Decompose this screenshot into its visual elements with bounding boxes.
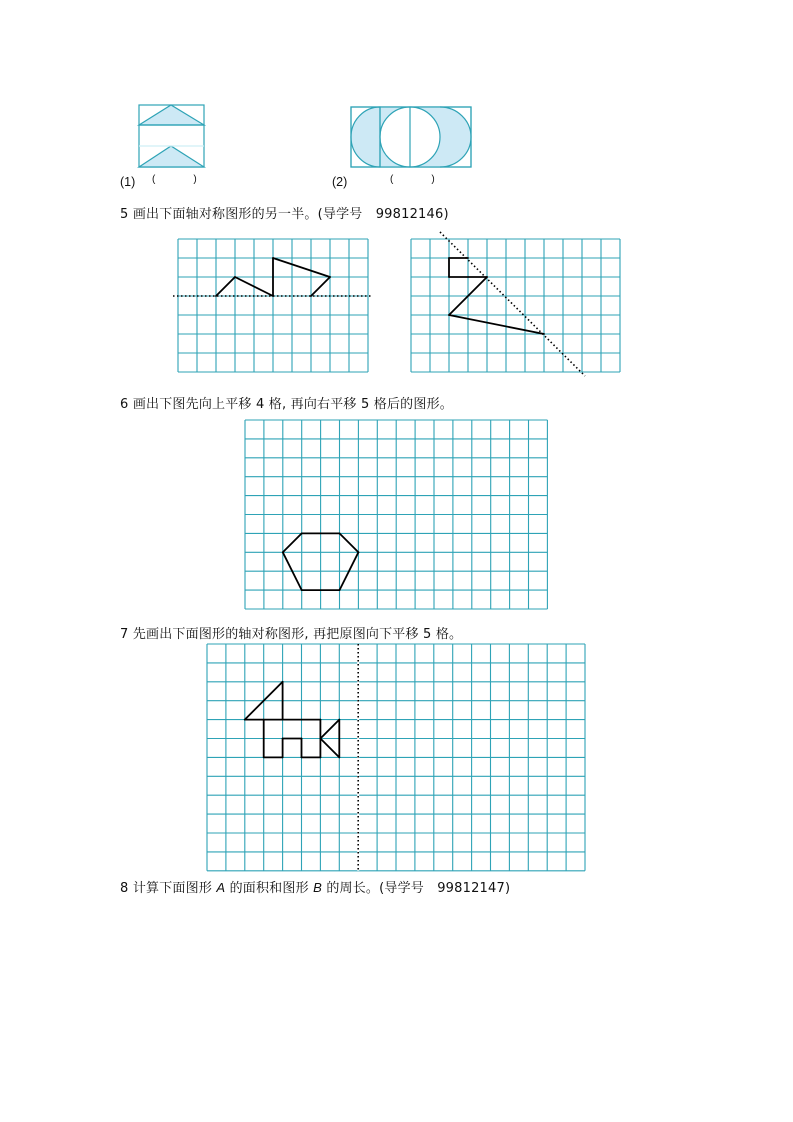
- figure-edge: [320, 720, 339, 739]
- figure-1-answer-blank[interactable]: ( ): [152, 174, 203, 185]
- question-7-number: 7: [120, 627, 129, 642]
- question-7-text: 先画出下面图形的轴对称图形, 再把原图向下平移 5 格。: [132, 627, 463, 642]
- question-8-text-pre: 计算下面图形: [132, 881, 217, 896]
- figure-2-answer-blank[interactable]: ( ): [390, 174, 441, 185]
- question-8-text-mid: 的面积和图形: [225, 881, 314, 896]
- question-5-number: 5: [120, 207, 129, 222]
- question-5-text: 画出下面轴对称图形的另一半。(导学号 99812146): [132, 207, 449, 222]
- figure-b-variable: B: [313, 880, 322, 895]
- question-6-text: 画出下图先向上平移 4 格, 再向右平移 5 格后的图形。: [132, 397, 453, 412]
- question-8-text-post: 的周长。(导学号 99812147): [322, 881, 511, 896]
- figure-1-label: (1): [120, 175, 136, 189]
- question-6-number: 6: [120, 397, 129, 412]
- question-8: [120, 877, 510, 896]
- figure-edge: [320, 739, 339, 758]
- figure-a-variable: A: [216, 880, 226, 895]
- question-8-number: 8: [120, 881, 129, 896]
- figure-2-label: (2): [332, 175, 348, 189]
